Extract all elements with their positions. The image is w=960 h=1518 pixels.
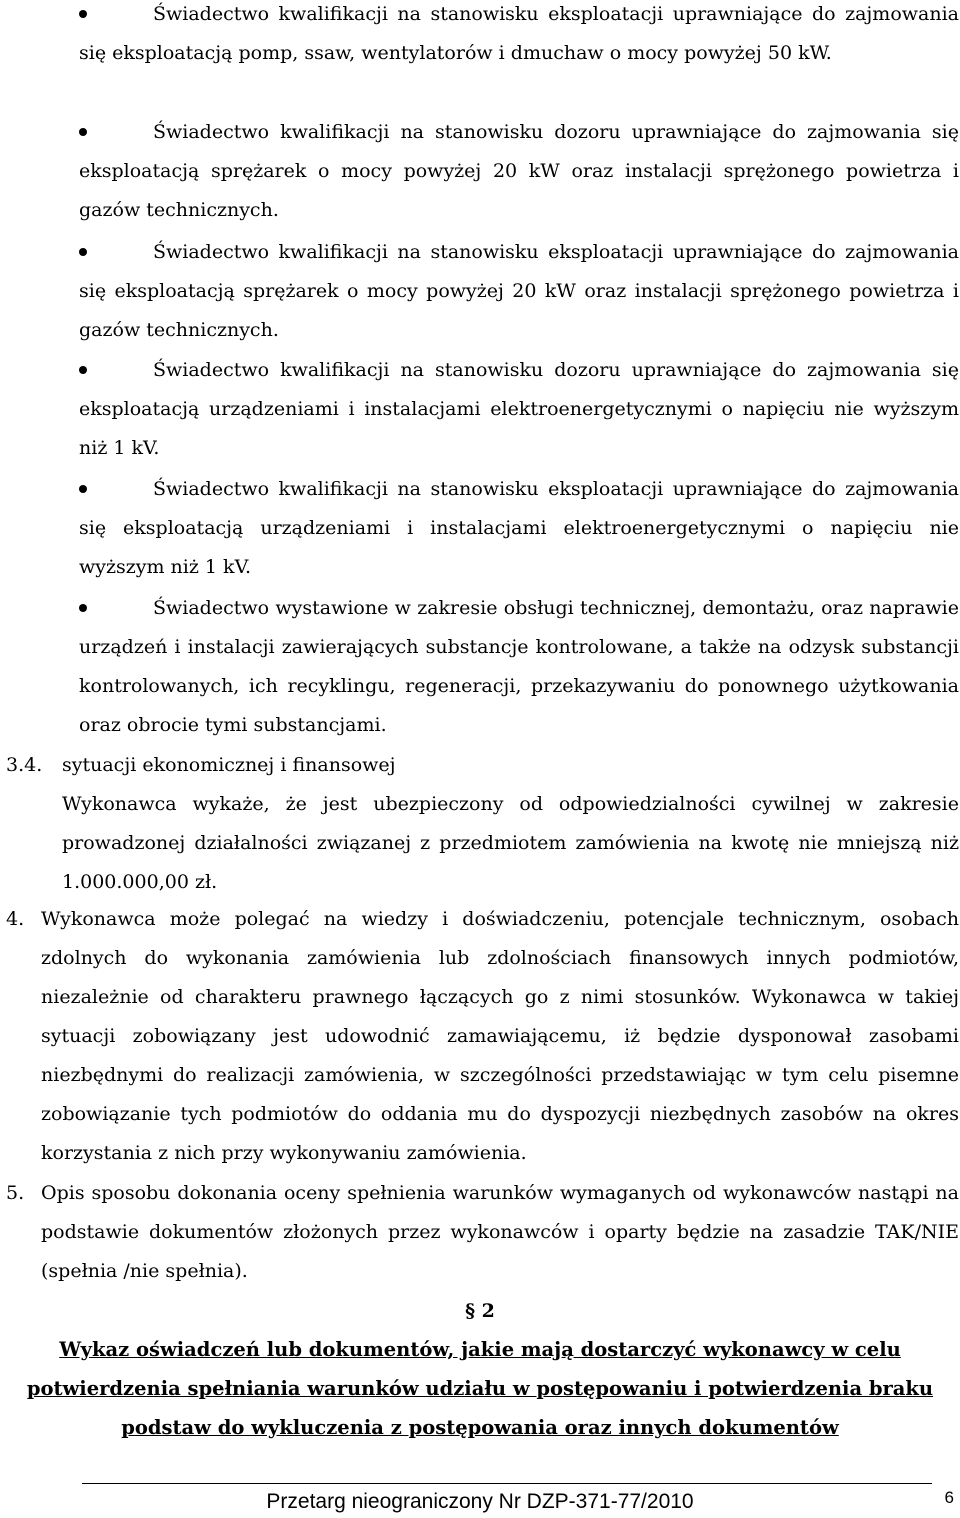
bullet-text: Świadectwo kwalifikacji na stanowisku eksploatacji uprawniające do zajmowania się eksploatacją pomp, ssaw, wentylatorów i dmuchaw o mocy powyżej 50 kW. bbox=[79, 3, 959, 64]
item-number: 5. bbox=[6, 1182, 25, 1204]
bullet-item bbox=[79, 233, 959, 350]
bullet-dot-icon bbox=[79, 10, 87, 18]
footer-text: Przetarg nieograniczony Nr DZP-371-77/2010 bbox=[266, 1490, 694, 1513]
bullet-text: Świadectwo kwalifikacji na stanowisku eksploatacji uprawniające do zajmowania się eksploatacją urządzeniami i instalacjami elektroenergetycznymi o napięciu nie wyższym niż 1 kV. bbox=[79, 478, 959, 578]
bullet-text: Świadectwo kwalifikacji na stanowisku eksploatacji uprawniające do zajmowania się eksploatacją sprężarek o mocy powyżej 20 kW oraz instalacji sprężonego powietrza i gazów technicznych. bbox=[79, 241, 959, 341]
numbered-item-4 bbox=[6, 900, 959, 1173]
bullet-dot-icon bbox=[79, 604, 87, 612]
bullet-text: Świadectwo kwalifikacji na stanowisku dozoru uprawniające do zajmowania się eksploatacją sprężarek o mocy powyżej 20 kW oraz instalacji sprężonego powietrza i gazów technicznych. bbox=[79, 121, 959, 221]
bullet-text: Świadectwo kwalifikacji na stanowisku dozoru uprawniające do zajmowania się eksploatacją urządzeniami i instalacjami elektroenergetycznymi o napięciu nie wyższym niż 1 kV. bbox=[79, 359, 959, 459]
section-number: 3.4. bbox=[6, 754, 43, 776]
bullet-dot-icon bbox=[79, 248, 87, 256]
item-body: Wykonawca może polegać na wiedzy i doświadczeniu, potencjale technicznym, osobach zdolnych do wykonania zamówienia lub zdolnościach finansowych innych podmiotów, niezależnie od charakteru prawnego łączących go z nimi stosunków. Wykonawca w takiej sytuacji zobowiązany jest udowodnić zamawiającemu, iż będzie dysponował zasobami niezbędnymi do realizacji zamówienia, w szczególności przedstawiając w tym celu pisemne zobowiązanie tych podmiotów do oddania mu do dyspozycji niezbędnych zasobów na okres korzystania z nich przy wykonywaniu zamówienia. bbox=[41, 908, 959, 1164]
item-body: Opis sposobu dokonania oceny spełnienia warunków wymaganych od wykonawców nastąpi na podstawie dokumentów złożonych przez wykonawców i oparty będzie na zasadzie TAK/NIE (spełnia /nie spełnia). bbox=[41, 1182, 959, 1282]
item-number: 4. bbox=[6, 908, 25, 930]
footer-divider bbox=[82, 1483, 932, 1484]
section-heading: sytuacji ekonomicznej i finansowej bbox=[62, 754, 396, 776]
section-title: Wykaz oświadczeń lub dokumentów, jakie mają dostarczyć wykonawcy w celu potwierdzenia spełniania warunków udziału w postępowaniu i potwierdzenia braku podstaw do wykluczenia z postępowania oraz innych dokumentów bbox=[26, 1338, 934, 1439]
bullet-dot-icon bbox=[79, 366, 87, 374]
bullet-text: Świadectwo wystawione w zakresie obsługi technicznej, demontażu, oraz naprawie urządzeń i instalacji zawierających substancje kontrolowane, a także na odzysk substancji kontrolowanych, ich recyklingu, regeneracji, przekazywaniu do ponownego użytkowania oraz obrocie tymi substancjami. bbox=[79, 597, 959, 736]
bullet-dot-icon bbox=[79, 485, 87, 493]
bullet-item bbox=[79, 589, 959, 745]
page-number: 6 bbox=[944, 1488, 954, 1507]
bullet-dot-icon bbox=[79, 128, 87, 136]
bullet-item bbox=[79, 351, 959, 468]
section-body: Wykonawca wykaże, że jest ubezpieczony od odpowiedzialności cywilnej w zakresie prowadzonej działalności związanej z przedmiotem zamówienia na kwotę nie mniejszą niż 1.000.000,00 zł. bbox=[62, 793, 959, 893]
bullet-item bbox=[79, 0, 959, 73]
bullet-item bbox=[79, 113, 959, 230]
numbered-item-5 bbox=[6, 1174, 959, 1291]
bullet-item bbox=[79, 470, 959, 587]
paragraph-heading: § 2 bbox=[465, 1300, 495, 1322]
